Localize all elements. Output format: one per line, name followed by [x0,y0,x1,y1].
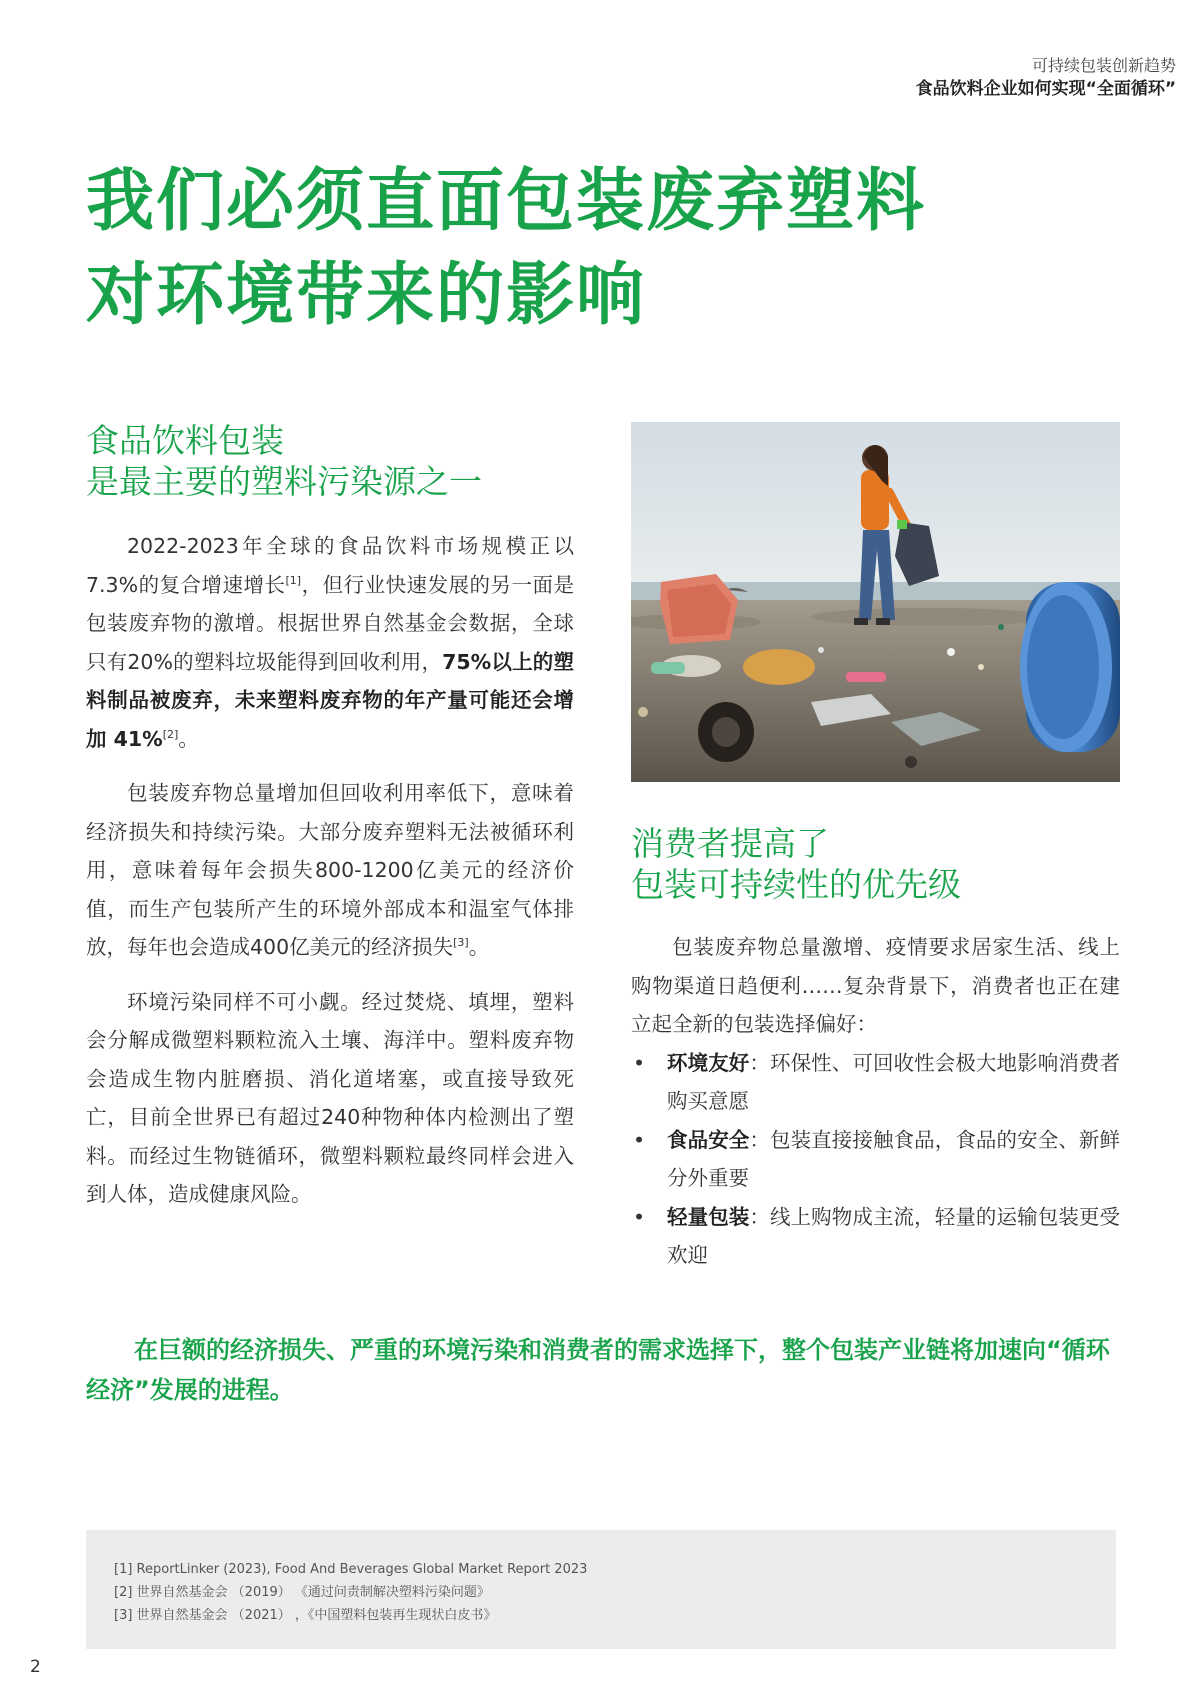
right-heading-line-1: 消费者提高了 [631,824,829,863]
references-box [86,1530,1116,1649]
bullet-term: 轻量包装 [667,1204,750,1229]
page-number: 2 [30,1657,41,1677]
left-heading-line-1: 食品饮料包装 [86,421,284,460]
paragraph-consumer-preference: 包装废弃物总量激增、疫情要求居家生活、线上购物渠道日趋便利……复杂背景下，消费者也正在建立起全新的包装选择偏好： [631,935,1120,1036]
footnote-ref-2: [2] [162,727,179,741]
header-report-title: 可持续包装创新趋势 [1031,56,1176,75]
list-item: • 食品安全：包装直接接触食品，食品的安全、新鲜分外重要 [631,1121,1120,1198]
right-heading-line-2: 包装可持续性的优先级 [631,865,961,904]
bullet-term: 环境友好 [667,1050,750,1075]
reference-item: [2] 世界自然基金会 （2019） 《通过问责制解决塑料污染问题》 [114,1585,490,1600]
bullet-term: 食品安全 [667,1127,750,1152]
list-item: • 环境友好：环保性、可回收性会极大地影响消费者购买意愿 [631,1044,1120,1121]
left-column-body [86,527,574,1214]
paragraph-economic-loss: 包装废弃物总量增加但回收利用率低下，意味着经济损失和持续污染。大部分废弃塑料无法被循环利用，意味着每年会损失800-1200亿美元的经济价值，而生产包装所产生的环境外部成本和温室气体排放，每年也会造成400亿美元的经济损失[3]。 [86,781,574,959]
page-title-line-1: 我们必须直面包装废弃塑料 [86,162,927,241]
reference-item: [3] 世界自然基金会 （2021） ，《中国塑料包装再生现状白皮书》 [114,1608,497,1623]
paragraph-market-growth: 2022-2023年全球的食品饮料市场规模正以7.3%的复合增速增长[1]，但行业快速发展的另一面是包装废弃物的激增。根据世界自然基金会数据，全球只有20%的塑料垃圾能得到回收利用，75%以上的塑料制品被废弃，未来塑料废弃物的年产量可能还会增加 41%[2]。 [86,534,574,751]
list-item: • 轻量包装：线上购物成主流，轻量的运输包装更受欢迎 [631,1198,1120,1275]
header-report-subtitle: 食品饮料企业如何实现“全面循环” [915,79,1176,99]
footnote-ref-1: [1] [285,573,302,587]
paragraph-environmental-pollution: 环境污染同样不可小觑。经过焚烧、填埋，塑料会分解成微塑料颗粒流入土壤、海洋中。塑料废弃物会造成生物内脏磨损、消化道堵塞，或直接导致死亡，目前全世界已有超过240种物种体内检测出了塑料。而经过生物链循环，微塑料颗粒最终同样会进入到人体，造成健康风险。 [86,989,574,1206]
left-section-heading [86,420,482,502]
right-column-body [631,928,1120,1275]
reference-item: [1] ReportLinker (2023), Food And Beverages Global Market Report 2023 [114,1562,588,1577]
conclusion-statement: 在巨额的经济损失、严重的环境污染和消费者的需求选择下，整个包装产业链将加速向“循环经济”发展的进程。 [86,1336,1110,1404]
right-section-heading [631,823,961,905]
left-heading-line-2: 是最主要的塑料污染源之一 [86,462,482,501]
footnote-ref-3: [3] [453,936,469,950]
beach-cleanup-photo [631,422,1120,782]
photo-illustration [631,422,1120,782]
page-title-line-2: 对环境带来的影响 [86,256,647,335]
page-title [86,155,926,343]
references-list [86,1530,1116,1627]
highlight-waste-stat: 75%以上的塑料制品被废弃，未来塑料废弃物的年产量可能还会增加 41% [86,649,574,751]
preference-list [631,1044,1120,1275]
running-header [916,55,1176,101]
